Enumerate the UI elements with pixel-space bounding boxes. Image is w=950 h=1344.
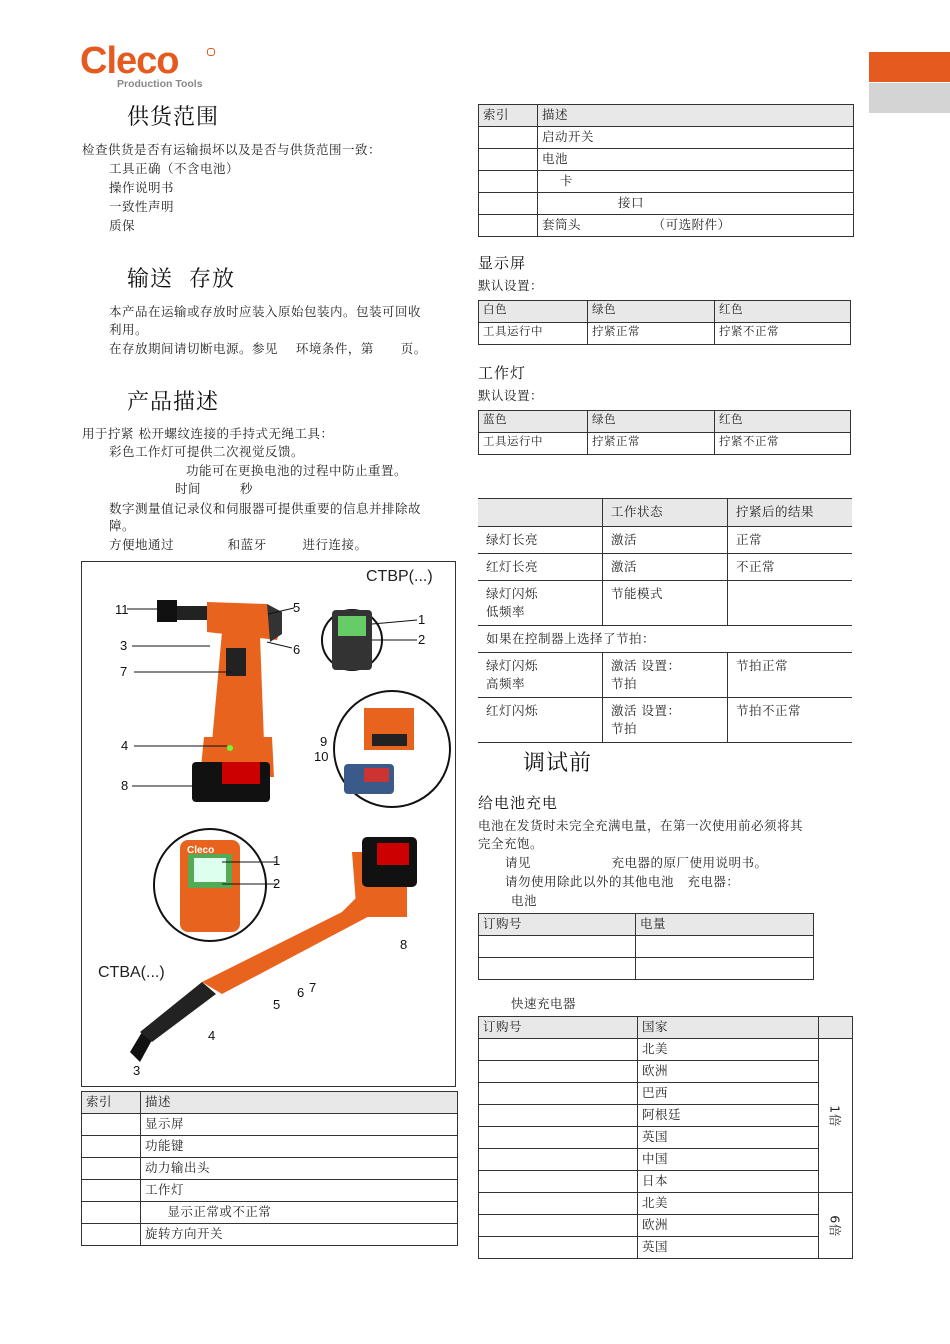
table-cell	[479, 149, 538, 171]
display-default: 默认设置：	[478, 278, 544, 293]
table-row	[82, 1158, 458, 1180]
table-cell: 节能模式	[603, 581, 728, 626]
table-cell: 红灯长亮	[478, 554, 603, 581]
callout-number: 4	[121, 738, 129, 753]
table-header: 国家	[638, 1017, 819, 1039]
table-cell	[479, 1171, 638, 1193]
callout-number: 2	[418, 632, 426, 647]
section-title-transport: 输送 存放	[127, 267, 235, 292]
table-row	[479, 1149, 853, 1171]
battery-label: 电池	[511, 893, 538, 908]
table-row	[82, 1202, 458, 1224]
charge-paragraph: 电池在发货时未完全充满电量，在第一次使用前必须将其	[478, 818, 804, 833]
table-cell: 节拍正常	[728, 653, 853, 698]
charger-group-label: 6倍	[827, 1214, 843, 1237]
table-header: 红色	[715, 411, 851, 433]
table-cell: 旋转方向开关	[141, 1224, 458, 1246]
table-header: 订购号	[479, 1017, 638, 1039]
product-feature: 彩色工作灯可提供二次视觉反馈。	[109, 444, 305, 459]
table-cell: 北美	[638, 1039, 819, 1061]
tool-figure	[81, 561, 456, 1087]
table-cell	[479, 1061, 638, 1083]
table-header: 绿色	[588, 301, 715, 323]
callout-number: 5	[273, 997, 281, 1012]
pistol-tool-drawing	[157, 600, 282, 802]
table-header: 电量	[636, 914, 814, 936]
scope-item: 质保	[109, 218, 136, 233]
callout-number: 11	[115, 602, 129, 617]
table-cell: 工作灯	[141, 1180, 458, 1202]
product-intro: 用于拧紧 松开螺纹连接的手持式无绳工具：	[82, 426, 334, 441]
table-header: 红色	[715, 301, 851, 323]
table-cell: 欧洲	[638, 1215, 819, 1237]
product-feature: 数字测量值记录仪和伺服器可提供重要的信息并排除故	[109, 501, 422, 516]
product-feature: 方便地通过 和蓝牙 进行连接。	[109, 537, 368, 552]
charger-label: 快速充电器	[511, 996, 577, 1011]
table-header: 索引	[479, 105, 538, 127]
table-cell	[479, 1149, 638, 1171]
table-header: 蓝色	[479, 411, 588, 433]
table-cell	[82, 1136, 141, 1158]
table-row	[82, 1180, 458, 1202]
table-row	[479, 433, 851, 455]
section-title-worklight: 工作灯	[478, 364, 527, 382]
display-color-table	[478, 300, 851, 345]
table-header: 绿色	[588, 411, 715, 433]
chapter-tab-active	[869, 52, 950, 82]
table-row	[478, 554, 852, 581]
table-row	[479, 323, 851, 345]
callout-number: 2	[273, 876, 281, 891]
table-cell: 电池	[538, 149, 854, 171]
callout-number: 4	[208, 1028, 216, 1043]
table-header: 工作状态	[603, 499, 728, 527]
product-feature-seconds: 秒	[240, 481, 254, 496]
table-header: 白色	[479, 301, 588, 323]
table-header: 描述	[141, 1092, 458, 1114]
table-header: 订购号	[479, 914, 636, 936]
tool-illustration	[82, 562, 455, 1086]
table-cell: 拧紧正常	[588, 433, 715, 455]
table-cell: 功能键	[141, 1136, 458, 1158]
callout-number: 8	[400, 937, 408, 952]
table-row	[479, 1171, 853, 1193]
table-cell	[479, 1127, 638, 1149]
table-cell: 显示正常或不正常	[141, 1202, 458, 1224]
table-cell	[479, 1083, 638, 1105]
logo-subtitle: Production Tools	[117, 78, 203, 90]
table-cell: 拧紧不正常	[715, 433, 851, 455]
scope-item: 操作说明书	[109, 180, 175, 195]
table-cell: 套筒头 （可选附件）	[538, 215, 854, 237]
callout-number: 1	[273, 853, 281, 868]
table-cell: 日本	[638, 1171, 819, 1193]
table-row	[479, 127, 854, 149]
worklight-default: 默认设置：	[478, 388, 544, 403]
table-cell: 激活 设置： 节拍	[603, 698, 728, 743]
charger-group-cell	[819, 1039, 853, 1193]
table-cell	[82, 1202, 141, 1224]
worklight-color-table	[478, 410, 851, 455]
table-cell	[82, 1180, 141, 1202]
table-header: 索引	[82, 1092, 141, 1114]
table-cell	[479, 127, 538, 149]
chapter-tab	[869, 83, 950, 113]
product-feature-cont: 障。	[109, 518, 136, 533]
table-row	[478, 653, 852, 698]
transport-storage-note: 在存放期间请切断电源。参见 环境条件，第 页。	[109, 341, 427, 356]
charger-group-label: 1倍	[827, 1104, 843, 1127]
table-cell: 节拍不正常	[728, 698, 853, 743]
table-row	[479, 215, 854, 237]
section-title-scope: 供货范围	[127, 105, 220, 130]
table-row	[478, 581, 852, 626]
table-cell: 激活 设置： 节拍	[603, 653, 728, 698]
callout-number: 6	[297, 985, 305, 1000]
table-cell	[728, 581, 853, 626]
parts-table-right	[478, 104, 854, 237]
table-row	[478, 626, 852, 653]
table-row	[82, 1136, 458, 1158]
callout-number: 9	[320, 734, 328, 749]
table-cell: 激活	[603, 554, 728, 581]
table-header	[478, 499, 603, 527]
scope-item: 一致性声明	[109, 199, 175, 214]
table-row	[479, 1237, 853, 1259]
table-cell: 拧紧不正常	[715, 323, 851, 345]
table-row	[479, 1105, 853, 1127]
scope-intro: 检查供货是否有运输损坏以及是否与供货范围一致：	[82, 142, 382, 157]
table-row	[479, 149, 854, 171]
table-cell	[479, 215, 538, 237]
section-title-product: 产品描述	[127, 390, 220, 415]
table-row	[479, 936, 814, 958]
registered-icon	[207, 48, 215, 56]
callout-number: 8	[121, 778, 129, 793]
callout-number: 1	[418, 612, 426, 627]
callout-number: 3	[120, 638, 128, 653]
table-header	[819, 1017, 853, 1039]
callout-number: 10	[314, 749, 329, 764]
table-cell: 绿灯闪烁 低频率	[478, 581, 603, 626]
table-row	[479, 171, 854, 193]
table-cell	[479, 1237, 638, 1259]
table-cell	[82, 1224, 141, 1246]
section-title-display: 显示屏	[478, 254, 527, 272]
charger-group-cell	[819, 1193, 853, 1259]
table-cell: 中国	[638, 1149, 819, 1171]
model-label-ctbp: CTBP(...)	[366, 568, 433, 585]
table-cell: 英国	[638, 1127, 819, 1149]
table-cell: 欧洲	[638, 1061, 819, 1083]
table-row	[479, 1061, 853, 1083]
table-cell	[479, 193, 538, 215]
table-cell	[479, 958, 636, 980]
table-cell	[479, 171, 538, 193]
product-feature-time: 时间	[175, 481, 202, 496]
table-row	[479, 1083, 853, 1105]
table-cell: 接口	[538, 193, 854, 215]
callout-number: 7	[120, 664, 128, 679]
subsection-charge-battery: 给电池充电	[478, 794, 559, 812]
table-cell: 正常	[728, 527, 853, 554]
table-row	[479, 193, 854, 215]
charger-table	[478, 1016, 853, 1259]
table-cell: 工具运行中	[479, 323, 588, 345]
charge-bullet: 请见 充电器的原厂使用说明书。	[505, 855, 768, 870]
table-row	[82, 1114, 458, 1136]
table-cell	[636, 936, 814, 958]
transport-paragraph: 本产品在运输或存放时应装入原始包装内。包装可回收	[109, 304, 422, 319]
table-cell: 绿灯闪烁 高频率	[478, 653, 603, 698]
table-row	[82, 1224, 458, 1246]
table-row	[479, 1193, 853, 1215]
table-cell: 英国	[638, 1237, 819, 1259]
lamp-status-table	[478, 498, 852, 743]
callout-number: 6	[293, 642, 301, 657]
table-cell: 阿根廷	[638, 1105, 819, 1127]
parts-table-left	[81, 1091, 458, 1246]
display-brand: Cleco	[187, 845, 215, 856]
callout-number: 5	[293, 600, 301, 615]
table-cell	[479, 1105, 638, 1127]
table-cell: 拧紧正常	[588, 323, 715, 345]
model-label-ctba: CTBA(...)	[98, 964, 165, 981]
table-header: 拧紧后的结果	[728, 499, 853, 527]
callout-number: 7	[309, 980, 317, 995]
table-cell: 不正常	[728, 554, 853, 581]
charge-bullet: 请勿使用除此以外的其他电池 充电器：	[505, 874, 740, 889]
transport-paragraph-cont: 利用。	[109, 322, 149, 337]
table-cell: 红灯闪烁	[478, 698, 603, 743]
table-cell: 显示屏	[141, 1114, 458, 1136]
table-row	[478, 527, 852, 554]
table-cell	[479, 936, 636, 958]
table-row	[479, 1127, 853, 1149]
scope-item: 工具正确（不含电池）	[109, 161, 240, 176]
table-row	[478, 698, 852, 743]
table-row	[479, 1215, 853, 1237]
table-cell: 动力输出头	[141, 1158, 458, 1180]
table-cell: 绿灯长亮	[478, 527, 603, 554]
table-cell	[82, 1158, 141, 1180]
battery-table	[478, 913, 814, 980]
table-cell	[479, 1215, 638, 1237]
table-cell: 巴西	[638, 1083, 819, 1105]
table-cell: 工具运行中	[479, 433, 588, 455]
table-row	[479, 1039, 853, 1061]
table-cell: 北美	[638, 1193, 819, 1215]
table-header: 描述	[538, 105, 854, 127]
table-cell: 激活	[603, 527, 728, 554]
logo-wordmark: Cleco	[80, 40, 179, 82]
table-cell: 卡	[538, 171, 854, 193]
table-cell	[479, 1193, 638, 1215]
section-title-before: 调试前	[523, 751, 593, 776]
product-feature: 功能可在更换电池的过程中防止重置。	[186, 463, 408, 478]
charge-paragraph-cont: 完全充饱。	[478, 836, 544, 851]
table-cell	[479, 1039, 638, 1061]
table-row	[479, 958, 814, 980]
table-note: 如果在控制器上选择了节拍：	[478, 626, 852, 653]
table-cell	[82, 1114, 141, 1136]
table-cell	[636, 958, 814, 980]
callout-number: 3	[133, 1063, 141, 1078]
table-cell: 启动开关	[538, 127, 854, 149]
